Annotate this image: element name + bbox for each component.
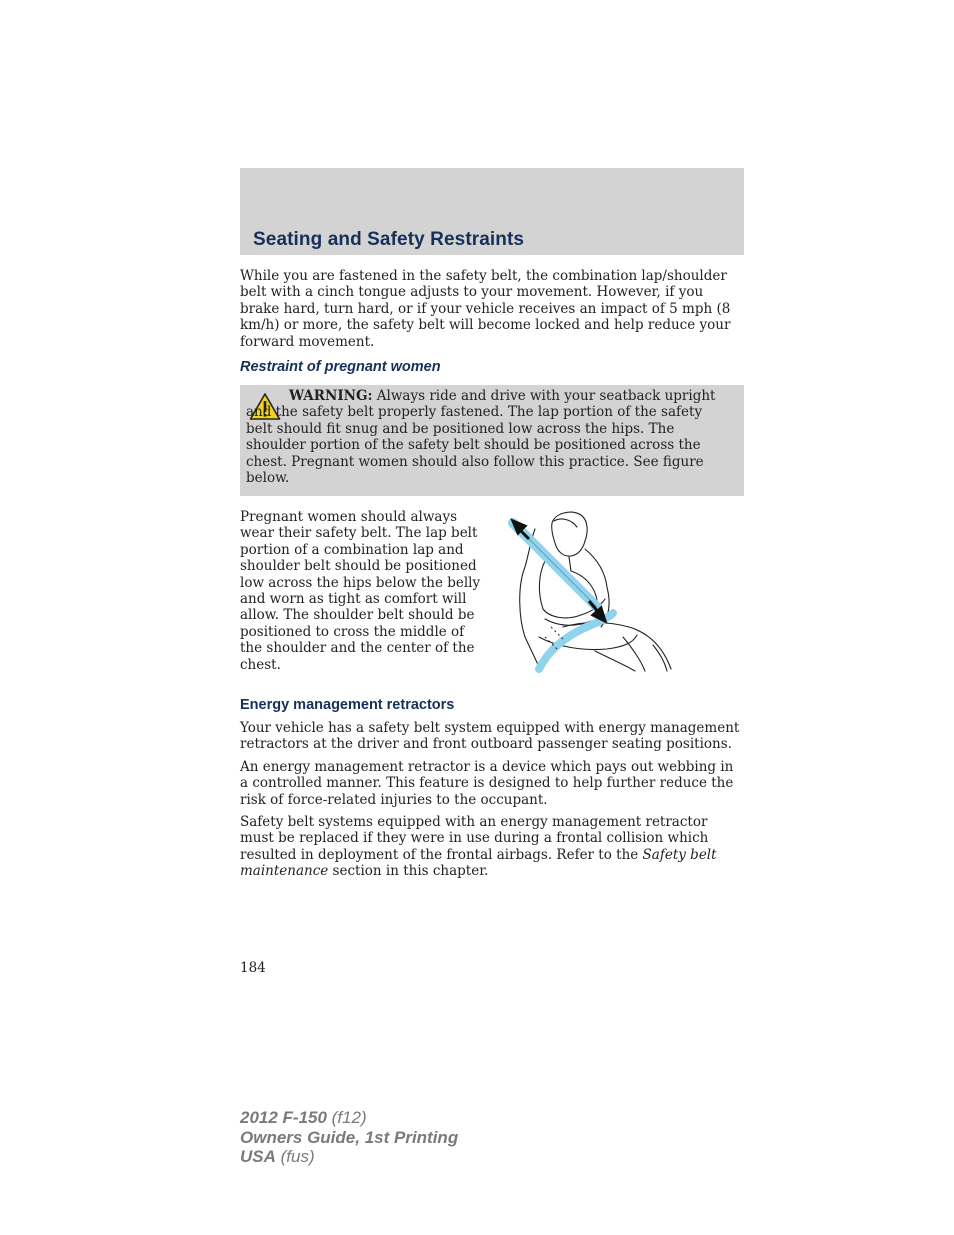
energy-paragraph-2: An energy management retractor is a device which pays out webbing in a controlled manner. This feature is designed to help further reduce the risk of force-related injuries to the occupant.	[240, 759, 734, 808]
warning-body: Always ride and drive with your seatback upright and the safety belt properly fastened. The lap portion of the safety belt should fit snug and be positioned low across the hips. The shoulder portion of the safety belt should be positioned across the chest. Pregnant women should also follow this practice. See figure below.	[246, 388, 716, 487]
pregnant-woman-belt-figure	[505, 509, 680, 674]
pregnant-women-paragraph: Pregnant women should always wear their safety belt. The lap belt portion of a combination lap and shoulder belt should be positioned low across the hips below the belly and worn as tight as comfort will allow. The shoulder belt should be positioned to cross the middle of the shoulder and the center of the chest.	[240, 509, 481, 673]
footer-model-line	[240, 1108, 458, 1128]
footer-region: USA	[240, 1147, 276, 1166]
footer-model: 2012 F-150	[240, 1108, 327, 1127]
energy-p3-tail: section in this chapter.	[328, 863, 489, 880]
energy-paragraph-1: Your vehicle has a safety belt system equipped with energy management retractors at the driver and front outboard passenger seating positions.	[240, 720, 740, 753]
intro-paragraph: While you are fastened in the safety belt, the combination lap/shoulder belt with a cinch tongue adjusts to your movement. However, if you brake hard, turn hard, or if your vehicle receives an impact of 5 mph (8 km/h) or more, the safety belt will become locked and help reduce your forward movement.	[240, 268, 731, 350]
footer-guide-line: Owners Guide, 1st Printing	[240, 1127, 459, 1147]
footer-region-line	[240, 1147, 458, 1167]
footer-model-code: (f12)	[326, 1108, 367, 1127]
section-title: Seating and Safety Restraints	[253, 229, 525, 250]
warning-label: WARNING:	[289, 388, 373, 404]
footer-region-code: (fus)	[275, 1147, 315, 1166]
safety-belt-maintenance-link[interactable]: Safety belt maintenance	[240, 846, 717, 880]
warning-box	[240, 385, 744, 496]
energy-p3-text: Safety belt systems equipped with an energy management retractor must be replaced if they were in use during a frontal collision which resulted in deployment of the frontal airbags. Refer to the	[240, 814, 709, 863]
section-header-band	[240, 168, 744, 255]
energy-management-heading: Energy management retractors	[240, 697, 455, 713]
energy-paragraph-3	[240, 814, 744, 880]
pregnant-women-heading: Restraint of pregnant women	[240, 359, 441, 375]
page-number: 184	[240, 960, 266, 976]
document-footer	[240, 1108, 458, 1167]
warning-text	[246, 388, 732, 486]
